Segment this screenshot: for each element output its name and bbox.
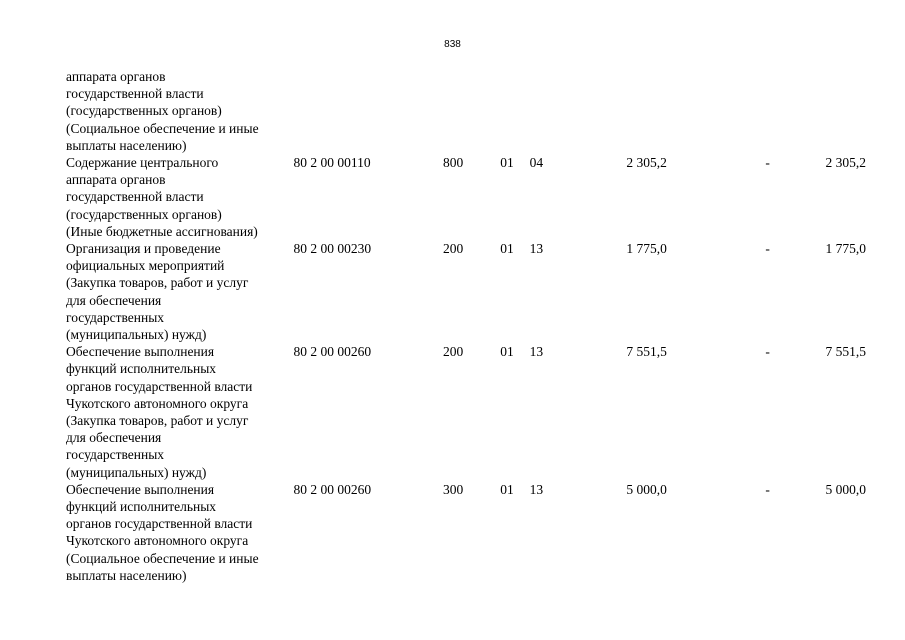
row-value-3: 1 775,0: [825, 241, 866, 257]
row-code: 80 2 00 00110: [293, 155, 371, 171]
table-row: [66, 343, 866, 481]
row-name: Организация и проведение официальных мероприятий (Закупка товаров, работ и услуг для обеспечения государственных (муниципальных) нужд): [66, 241, 249, 343]
page-number: 838: [444, 39, 461, 50]
row-section: 01: [500, 344, 514, 360]
row-name: Обеспечение выполнения функций исполнительных органов государственной власти Чукотского автономного округа (Социальное обеспечение и иные выплаты населению): [66, 481, 259, 583]
table-row: [66, 154, 866, 240]
table-row: [66, 481, 866, 584]
row-code: 80 2 00 00260: [293, 344, 372, 360]
row-section: 01: [500, 481, 514, 497]
row-subsection: 04: [529, 155, 544, 171]
row-name: аппарата органов государственной власти (государственных органов) (Социальное обеспечение и иные выплаты населению): [66, 69, 259, 153]
row-value-2: -: [765, 241, 770, 257]
row-value-1: 7 551,5: [626, 344, 667, 360]
row-subsection: 13: [529, 241, 544, 257]
row-section: 01: [500, 241, 514, 257]
row-section: 01: [500, 155, 514, 171]
row-expense-type: 800: [442, 155, 464, 171]
row-value-1: 1 775,0: [626, 241, 667, 257]
table-row: [66, 240, 866, 343]
row-value-2: -: [765, 344, 770, 360]
row-value-3: 5 000,0: [825, 481, 866, 497]
table-row: [66, 68, 866, 154]
row-subsection: 13: [529, 344, 544, 360]
row-subsection: 13: [529, 481, 544, 497]
row-value-2: -: [765, 155, 770, 171]
row-expense-type: 300: [442, 481, 464, 497]
row-value-2: -: [765, 481, 770, 497]
row-value-1: 5 000,0: [626, 481, 667, 497]
budget-table: [66, 68, 866, 584]
row-value-1: 2 305,2: [626, 155, 667, 171]
row-name: Обеспечение выполнения функций исполнительных органов государственной власти Чукотского автономного округа (Закупка товаров, работ и услуг для обеспечения государственных (муниципальных) нужд): [66, 344, 253, 480]
row-expense-type: 200: [442, 344, 464, 360]
row-code: 80 2 00 00230: [293, 241, 372, 257]
row-code: 80 2 00 00260: [293, 481, 372, 497]
row-value-3: 7 551,5: [825, 344, 866, 360]
row-name: Содержание центрального аппарата органов государственной власти (государственных органов) (Иные бюджетные ассигнования): [66, 155, 258, 239]
row-value-3: 2 305,2: [825, 155, 866, 171]
row-expense-type: 200: [442, 241, 464, 257]
